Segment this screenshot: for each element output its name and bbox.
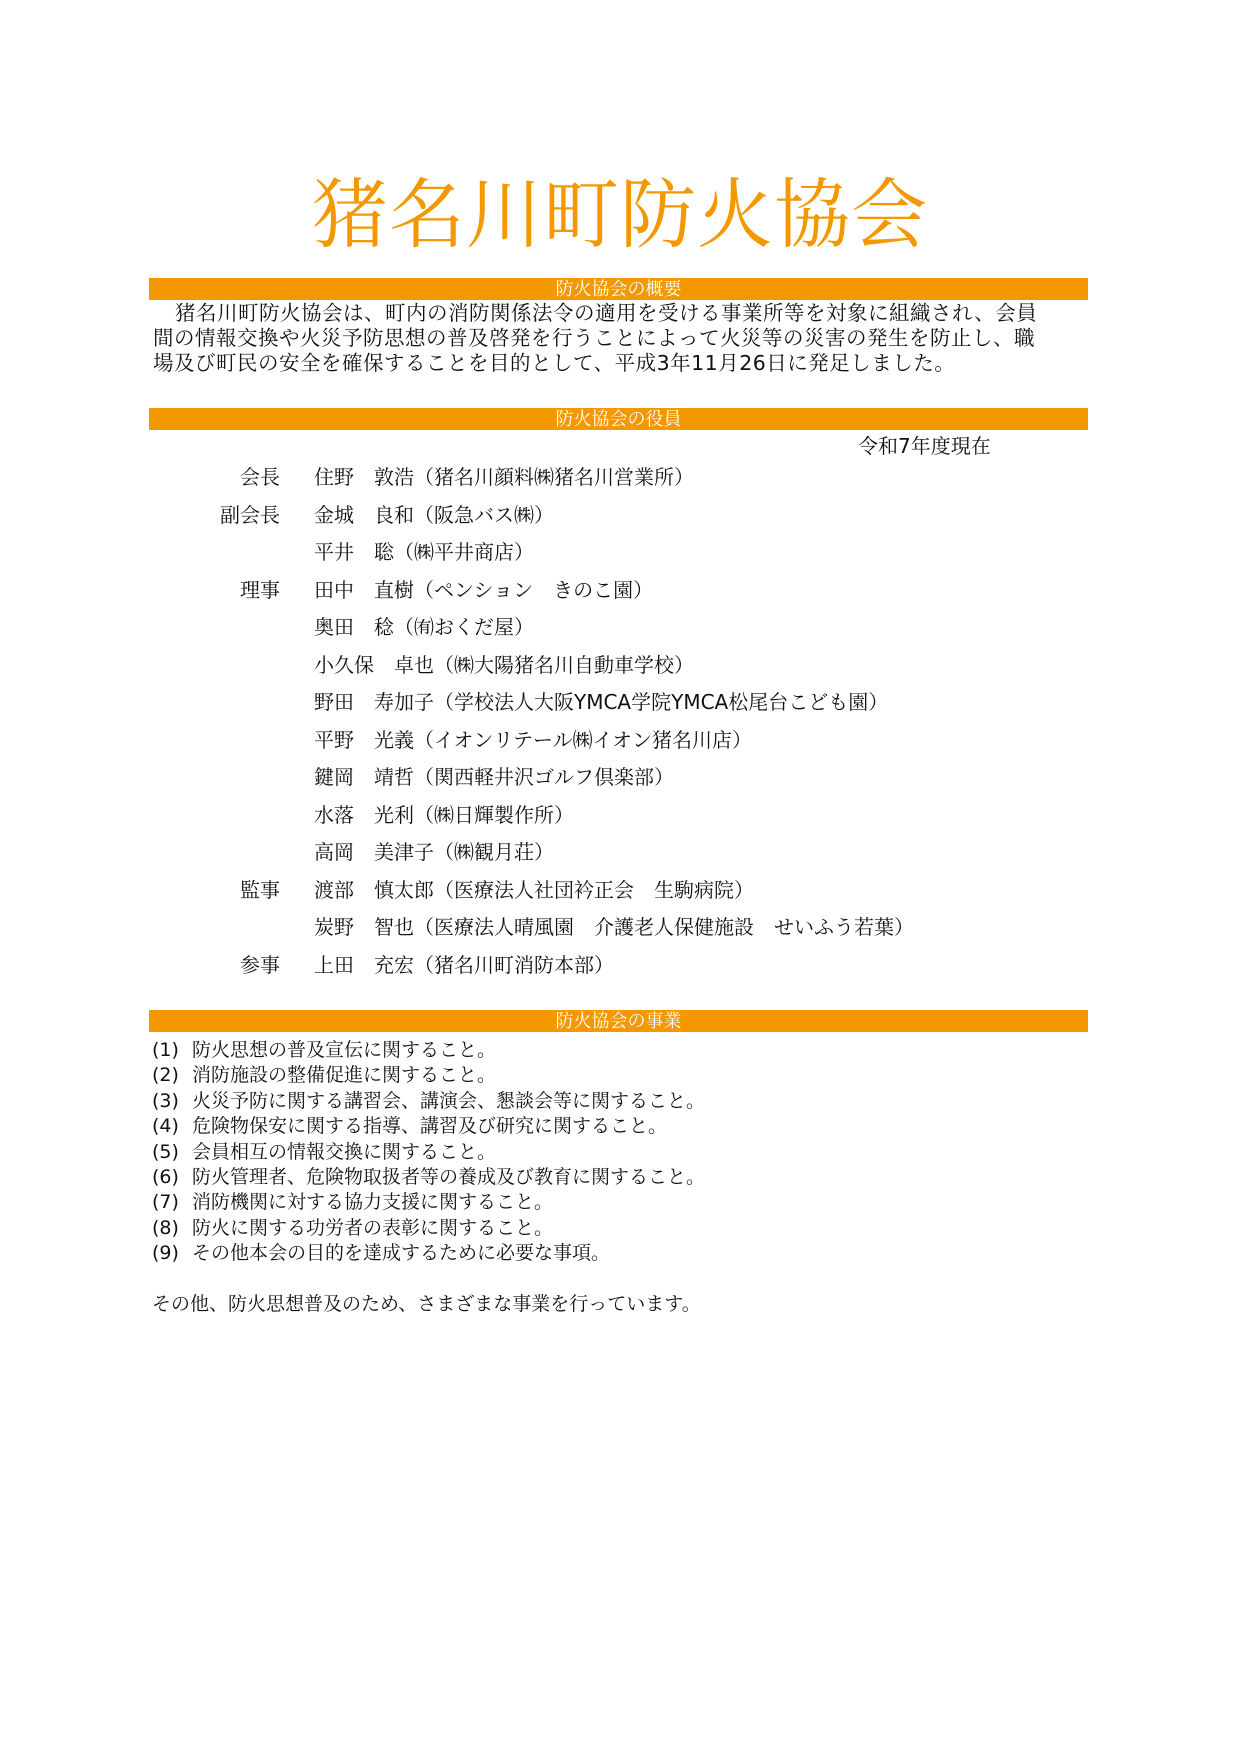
officer-role: 会長: [240, 465, 280, 489]
officer-name: 平井 聡（㈱平井商店）: [314, 540, 534, 564]
page-title: 猪名川町防火協会: [312, 170, 928, 259]
business-footer-note: その他、防火思想普及のため、さまざまな事業を行っています。: [152, 1293, 701, 1315]
officer-name: 炭野 智也（医療法人晴風園 介護老人保健施設 せいふう若葉）: [314, 915, 914, 939]
officer-name: 小久保 卓也（㈱大陽猪名川自動車学校）: [314, 652, 694, 677]
business-item: (8) 防火に関する功労者の表彰に関すること。: [152, 1216, 554, 1239]
officer-name: 住野 敦浩（猪名川顔料㈱猪名川営業所）: [314, 465, 694, 489]
business-item: (7) 消防機関に対する協力支援に関すること。: [152, 1191, 554, 1214]
officer-name: 野田 寿加子（学校法人大阪YMCA学院YMCA松尾台こども園）: [314, 690, 889, 714]
officer-name: 鍵岡 靖哲（関西軽井沢ゴルフ倶楽部）: [314, 765, 674, 789]
overview-line: 間の情報交換や火災予防思想の普及啓発を行うことによって火災等の災害の発生を防止し、職: [153, 326, 1035, 350]
officer-name: 奥田 稔（㈲おくだ屋）: [314, 615, 534, 639]
overview-line: 猪名川町防火協会は、町内の消防関係法令の適用を受ける事業所等を対象に組織され、会員: [175, 301, 1038, 325]
officer-name: 金城 良和（阪急バス㈱）: [314, 502, 554, 527]
officer-name: 上田 充宏（猪名川町消防本部）: [314, 952, 614, 977]
officer-role: 副会長: [220, 502, 280, 527]
overview-line: 場及び町民の安全を確保することを目的として、平成3年11月26日に発足しました。: [153, 351, 956, 375]
as-of-date: 令和7年度現在: [858, 434, 991, 458]
business-item: (5) 会員相互の情報交換に関すること。: [152, 1140, 497, 1163]
business-item: (2) 消防施設の整備促進に関すること。: [152, 1064, 497, 1087]
officer-role: 理事: [240, 577, 280, 602]
officer-role: 監事: [240, 877, 280, 902]
business-item: (3) 火災予防に関する講習会、講演会、懇談会等に関すること。: [152, 1089, 706, 1112]
business-list: [152, 1038, 705, 1267]
business-item: (6) 防火管理者、危険物取扱者等の養成及び教育に関すること。: [152, 1166, 706, 1189]
section-header-officers: 防火協会の役員: [149, 408, 1088, 430]
overview-paragraph: [153, 301, 1093, 376]
officer-name: 平野 光義（イオンリテール㈱イオン猪名川店）: [314, 727, 752, 752]
officer-name: 高岡 美津子（㈱観月荘）: [314, 840, 554, 864]
officer-role: 参事: [240, 952, 280, 977]
officer-name: 水落 光利（㈱日輝製作所）: [314, 802, 574, 827]
business-item: (1) 防火思想の普及宣伝に関すること。: [152, 1039, 497, 1061]
section-header-overview: 防火協会の概要: [149, 278, 1088, 300]
section-header-business: 防火協会の事業: [149, 1010, 1088, 1032]
business-item: (9) その他本会の目的を達成するために必要な事項。: [152, 1242, 611, 1265]
officer-name: 田中 直樹（ペンション きのこ園）: [314, 577, 654, 602]
officer-name: 渡部 慎太郎（医療法人社団衿正会 生駒病院）: [314, 877, 754, 902]
business-item: (4) 危険物保安に関する指導、講習及び研究に関すること。: [152, 1115, 668, 1138]
